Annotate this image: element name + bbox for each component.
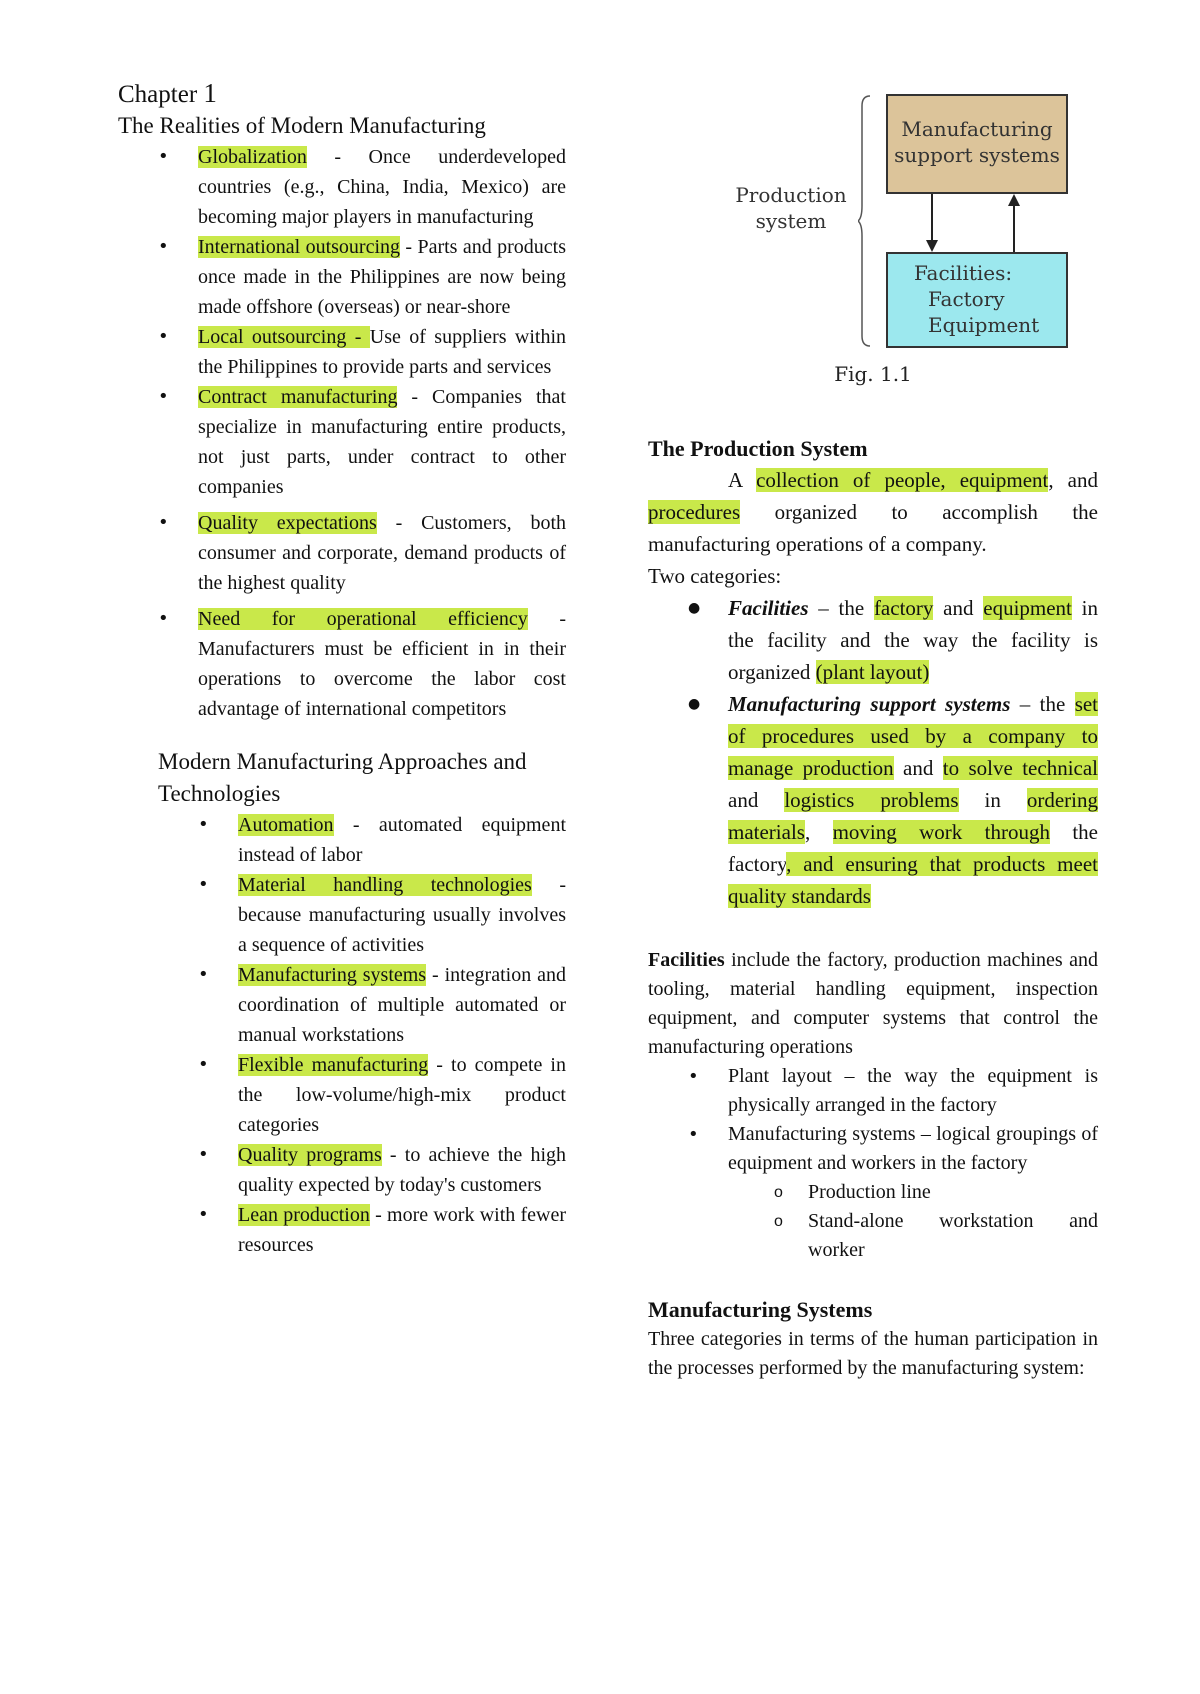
paragraph: Three categories in terms of the human participation in the processes performed by the manufacturing system: — [648, 1328, 1098, 1379]
label-line: system — [755, 209, 827, 233]
highlight: factory — [873, 596, 934, 620]
highlight: equipment — [983, 596, 1072, 620]
list-item — [198, 322, 566, 382]
list-item — [238, 1050, 566, 1140]
term: Quality expectations — [198, 512, 377, 534]
desc: - more work with fewer resources — [238, 1204, 567, 1256]
list-item — [238, 810, 566, 870]
sub-list-item: o Stand-alone workstation and worker — [808, 1207, 1098, 1265]
section-heading: Manufacturing Systems — [648, 1297, 873, 1322]
highlight: , and ensuring that products meet quality standards — [728, 852, 1098, 908]
desc: Use of suppliers within the Philippines to provide parts and services — [198, 326, 567, 378]
chapter-number: 1 — [203, 78, 217, 108]
list-item — [198, 604, 566, 724]
section-heading: The Production System — [648, 436, 868, 461]
production-system-label — [728, 182, 854, 234]
sub-list — [728, 1178, 1098, 1265]
desc: - Once underdeveloped countries (e.g., China, India, Mexico) are becoming major players in manufacturing — [198, 146, 566, 228]
label-line: Production — [735, 183, 847, 207]
text: Manufacturing systems – logical groupings of equipment and workers in the factory — [728, 1123, 1098, 1174]
term: International outsourcing — [198, 236, 401, 258]
text: and — [933, 596, 984, 620]
highlight: logistics problems — [784, 788, 959, 812]
list-item — [198, 382, 566, 502]
term: Automation — [238, 814, 334, 836]
list-item — [728, 1120, 1098, 1265]
categories-label: Two categories: — [648, 564, 782, 588]
term: Globalization — [198, 146, 307, 168]
highlight: procedures — [648, 500, 741, 524]
approaches-list — [118, 810, 566, 1260]
term: Facilities — [728, 596, 809, 620]
highlight: ordering materials — [728, 788, 1098, 844]
list-item — [238, 870, 566, 960]
box-line: Equipment — [928, 313, 1040, 337]
page-title: The Realities of Modern Manufacturing — [118, 113, 486, 138]
text: – the — [808, 596, 874, 620]
chapter-label: Chapter — [118, 81, 198, 108]
arrows — [886, 194, 1068, 252]
realities-list — [118, 142, 566, 724]
desc: - Manufacturers must be efficient in in their operations to overcome the labor cost advantage of international competitors — [198, 608, 566, 720]
term: Manufacturing systems — [238, 964, 427, 986]
brace-icon — [858, 94, 872, 348]
down-arrow-icon — [926, 194, 938, 252]
text: in the facility and the way the facility is organized — [728, 596, 1098, 684]
list-item — [198, 232, 566, 322]
text: in — [958, 788, 1027, 812]
box-line: Facilities: — [914, 261, 1013, 285]
categories-list — [648, 592, 1098, 912]
approaches-heading: Modern Manufacturing Approaches and Technologies — [158, 749, 527, 806]
highlight: to solve technical — [942, 756, 1099, 780]
text: include the factory, production machines and tooling, material handling equipment, inspection equipment, and computer systems that control the manufacturing operations — [648, 949, 1098, 1058]
desc: - Companies that specialize in manufacturing entire products, not just parts, under contract to other companies — [198, 386, 566, 498]
right-column — [648, 94, 1098, 1383]
desc: - to compete in the low-volume/high-mix product categories — [238, 1054, 566, 1136]
desc: - to achieve the high quality expected by today's customers — [238, 1144, 566, 1196]
box-line: support systems — [894, 143, 1060, 167]
text: and — [728, 788, 785, 812]
facilities-list — [648, 1062, 1098, 1265]
text: organized to accomplish the manufacturing operations of a company. — [648, 500, 1098, 556]
desc: - integration and coordination of multiple automated or manual workstations — [238, 964, 566, 1046]
support-systems-box — [886, 94, 1068, 194]
term: Local outsourcing - — [198, 326, 370, 348]
term: Material handling technologies — [238, 874, 532, 896]
production-system-figure — [648, 94, 1098, 424]
term: Contract manufacturing — [198, 386, 398, 408]
term: Need for operational efficiency — [198, 608, 528, 630]
text: A — [728, 468, 757, 492]
manufacturing-systems-section — [648, 1295, 1098, 1383]
list-item — [728, 688, 1098, 912]
term: Facilities — [648, 949, 725, 971]
sub-list-item: o Production line — [808, 1178, 1098, 1207]
up-arrow-icon — [1008, 194, 1020, 252]
facilities-section — [648, 946, 1098, 1265]
facilities-paragraph — [648, 946, 1098, 1062]
term: Manufacturing support systems — [728, 692, 1011, 716]
desc: - Parts and products once made in the Philippines are now being made offshore (overseas) or near-shore — [198, 236, 566, 318]
list-item — [198, 508, 566, 598]
desc: - because manufacturing usually involves a sequence of activities — [238, 874, 566, 956]
list-item — [238, 960, 566, 1050]
highlight: set of procedures used by a company to manage production — [728, 692, 1099, 780]
term: Quality programs — [238, 1144, 382, 1166]
text: , and — [1048, 468, 1098, 492]
production-system-section — [648, 434, 1098, 912]
text: the factory — [728, 820, 1099, 876]
term: Lean production — [238, 1204, 370, 1226]
list-item — [238, 1140, 566, 1200]
highlight: moving work through — [832, 820, 1050, 844]
figure-caption: Fig. 1.1 — [834, 362, 912, 386]
text: and — [893, 756, 943, 780]
chapter-heading — [118, 78, 566, 110]
list-item — [238, 1200, 566, 1260]
text: – the — [1010, 692, 1075, 716]
desc: - Customers, both consumer and corporate, demand products of the highest quality — [198, 512, 567, 594]
list-item — [728, 592, 1098, 688]
text: , — [804, 820, 833, 844]
list-item: • Plant layout – the way the equipment is physically arranged in the factory — [728, 1062, 1098, 1120]
left-column — [118, 78, 566, 1260]
highlight: (plant layout) — [815, 660, 930, 684]
definition — [648, 464, 1098, 560]
list-item — [198, 142, 566, 232]
box-line: Factory — [928, 287, 1005, 311]
box-line: Manufacturing — [901, 117, 1053, 141]
highlight: collection of people, equipment — [756, 468, 1049, 492]
term: Flexible manufacturing — [238, 1054, 429, 1076]
facilities-box — [886, 252, 1068, 348]
desc: - automated equipment instead of labor — [238, 814, 566, 866]
